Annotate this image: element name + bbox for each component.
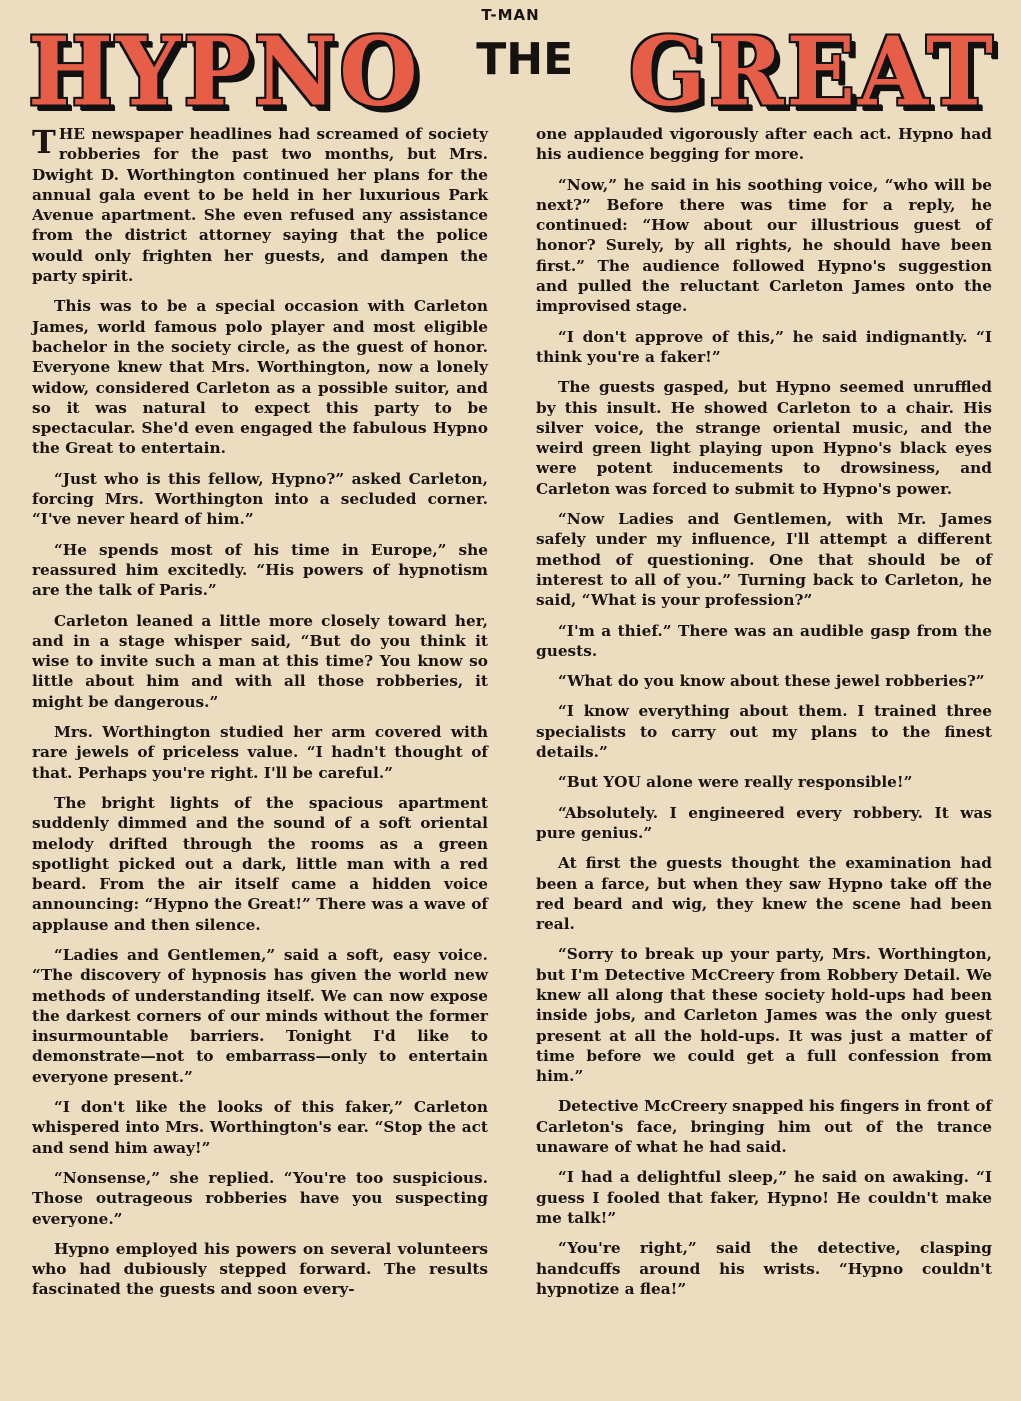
paragraph: “I don't like the looks of this faker,” Carleton whispered into Mrs. Worthington's ear. “Stop the act and send him away!” [32, 1098, 488, 1157]
paragraph: The bright lights of the spacious apartment suddenly dimmed and the sound of a soft oriental melody drifted through the rooms as a green spotlight picked out a dark, little man with a red beard. From the air itself came a hidden voice announcing: “Hypno the Great!” There was a wave of applause and then silence. [32, 793, 488, 934]
paragraph: “Now,” he said in his soothing voice, “who will be next?” Before there was time for a reply, he continued: “How about our illustrious guest of honor? Surely, by all rights, he should have been first.” The audience followed Hypno's suggestion and pulled the reluctant Carleton James onto the improvised stage. [536, 175, 992, 316]
paragraph: This was to be a special occasion with Carleton James, world famous polo player and most eligible bachelor in the society circle, as the guest of honor. Everyone knew that Mrs. Worthington, now a lonely widow, considered Carleton as a possible suitor, and so it was natural to expect this party to be spectacular. She'd even engaged the fabulous Hypno the Great to entertain. [32, 297, 488, 458]
paragraph: “I know everything about them. I trained three specialists to carry out my plans to the finest details.” [536, 702, 992, 762]
paragraph: “Nonsense,” she replied. “You're too suspicious. Those outrageous robberies have you suspecting everyone.” [32, 1168, 488, 1228]
paragraph: Hypno employed his powers on several volunteers who had dubiously stepped forward. The results fascinated the guests and soon every- [32, 1239, 488, 1299]
paragraph: “I don't approve of this,” he said indignantly. “I think you're a faker!” [536, 327, 992, 366]
paragraph: one applauded vigorously after each act. Hypno had his audience begging for more. [536, 125, 992, 164]
left-column [32, 124, 488, 1310]
paragraph: Carleton leaned a little more closely toward her, and in a stage whisper said, “But do you think it wise to invite such a man at this time? You know so little about him and with all those robberies, it might be dangerous.” [32, 611, 488, 711]
paragraph: Detective McCreery snapped his fingers in front of Carleton's face, bringing him out of the trance unaware of what he had said. [536, 1097, 992, 1157]
right-column [536, 124, 992, 1309]
paragraph: Mrs. Worthington studied her arm covered with rare jewels of priceless value. “I hadn't thought of that. Perhaps you're right. I'll be careful.” [32, 723, 488, 782]
paragraph: “But YOU alone were really responsible!” [558, 773, 913, 792]
paragraph: “Now Ladies and Gentlemen, with Mr. James safely under my influence, I'll attempt a different method of questioning. One that should be of interest to all of you.” Turning back to Carleton, he said, “What is your profession?” [536, 510, 992, 610]
paragraph: “You're right,” said the detective, clasping handcuffs around his wrists. “Hypno couldn't hypnotize a flea!” [536, 1239, 992, 1298]
magazine-header: T-MAN [481, 6, 540, 24]
title-great: GREAT [628, 16, 996, 128]
title-hypno: HYPNO [28, 16, 421, 128]
paragraph: “Ladies and Gentlemen,” said a soft, easy voice. “The discovery of hypnosis has given the world new methods of understanding itself. We can now expose the darkest corners of our minds without the former insurmountable barriers. Tonight I'd like to demonstrate—not to embarrass—only to entertain everyone present.” [32, 945, 488, 1086]
paragraph: “I'm a thief.” There was an audible gasp from the guests. [536, 621, 992, 660]
paragraph: THE newspaper headlines had screamed of society robberies for the past two months, but Mrs. Dwight D. Worthington continued her plans for the annual gala event to be held in her luxurious Park Avenue apartment. She even refused any assistance from the district attorney saying that the police would only frighten her guests, and dampen the party spirit. [32, 123, 488, 286]
paragraph: “He spends most of his time in Europe,” she reassured him excitedly. “His powers of hypnotism are the talk of Paris.” [32, 540, 488, 600]
title-the: THE [476, 34, 574, 85]
paragraph: At first the guests thought the examination had been a farce, but when they saw Hypno take off the red beard and wig, they knew the scene had been real. [536, 854, 992, 934]
drop-cap: T [32, 123, 56, 161]
paragraph: “Just who is this fellow, Hypno?” asked Carleton, forcing Mrs. Worthington into a secluded corner. “I've never heard of him.” [32, 469, 488, 529]
paragraph: “What do you know about these jewel robberies?” [558, 672, 985, 691]
paragraph: “Sorry to break up your party, Mrs. Worthington, but I'm Detective McCreery from Robbery Detail. We knew all along that these society hold-ups had been inside jobs, and Carleton James was the only guest present at all the hold-ups. It was just a matter of time before we could get a full confession from him.” [536, 945, 992, 1086]
paragraph: The guests gasped, but Hypno seemed unruffled by this insult. He showed Carleton to a chair. His silver voice, the strange oriental music, and the weird green light playing upon Hypno's black eyes were potent inducements to drowsiness, and Carleton was forced to submit to Hypno's power. [536, 378, 992, 498]
paragraph: “I had a delightful sleep,” he said on awaking. “I guess I fooled that faker, Hypno! He couldn't make me talk!” [536, 1168, 992, 1227]
paragraph: “Absolutely. I engineered every robbery. It was pure genius.” [536, 803, 992, 842]
story-title [28, 16, 996, 128]
